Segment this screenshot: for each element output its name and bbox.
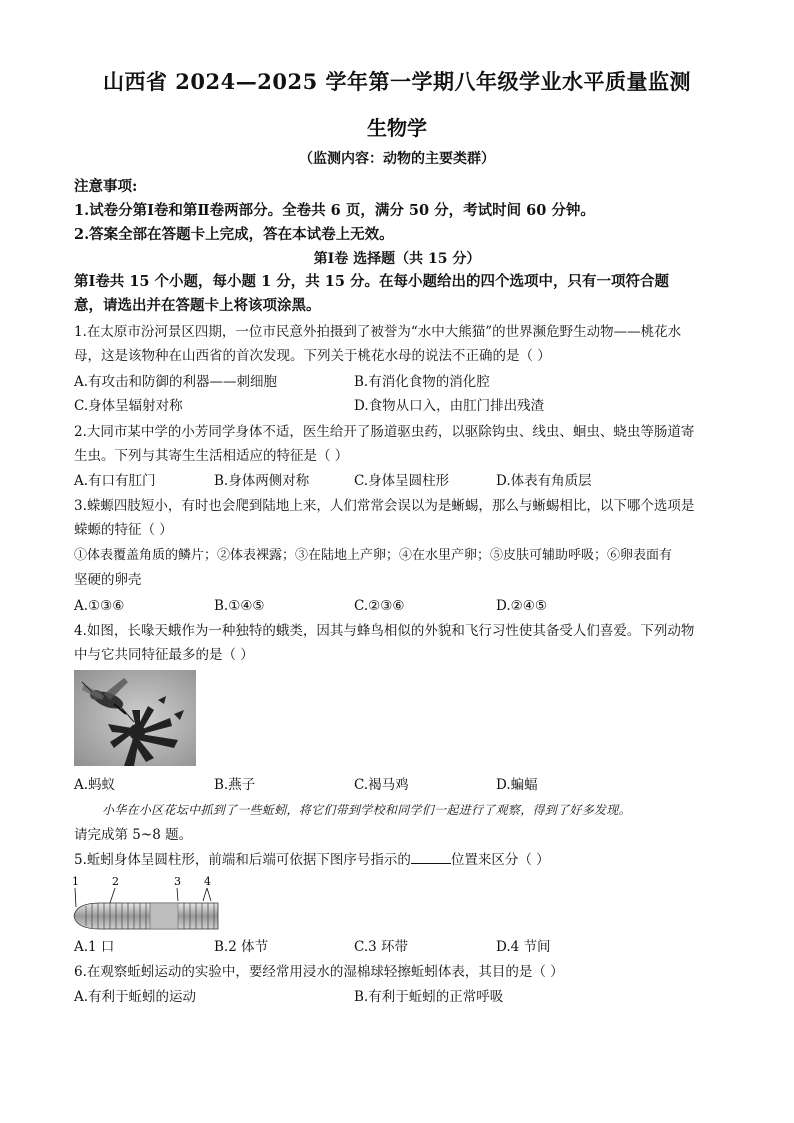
q6-stem: 6.在观察蚯蚓运动的实验中，要经常用浸水的湿棉球轻擦蚯蚓体表，其目的是（ ） bbox=[74, 964, 564, 980]
q5-blank bbox=[411, 851, 451, 864]
q5-stem-part-1: 5.蚯蚓身体呈圆柱形，前端和后端可依据下图序号指示的 bbox=[74, 852, 411, 868]
section-1-instruction-line-1: 第Ⅰ卷共 15 个小题，每小题 1 分，共 15 分。在每小题给出的四个选项中，只有一项符合题 bbox=[74, 273, 670, 290]
q1-stem-line-1: 1.在太原市汾河景区四期，一位市民意外拍摄到了被誉为“水中大熊猫”的世界濒危野生动物——桃花水 bbox=[74, 324, 682, 340]
section-1-instruction-line-2: 意，请选出并在答题卡上将该项涂黑。 bbox=[74, 297, 321, 314]
q2-option-b: B.身体两侧对称 bbox=[214, 473, 310, 489]
q1-stem-line-2: 母，这是该物种在山西省的首次发现。下列关于桃花水母的说法不正确的是（ ） bbox=[74, 348, 551, 364]
section-1-title: 第Ⅰ卷 选择题（共 15 分） bbox=[313, 251, 481, 267]
q5-option-a: A.1 口 bbox=[74, 939, 115, 955]
label-3: 3 bbox=[174, 875, 181, 888]
note-2: 2.答案全部在答题卡上完成，答在本试卷上无效。 bbox=[74, 226, 394, 243]
q4-stem-line-1: 4.如图，长喙天蛾作为一种独特的蛾类，因其与蜂鸟相似的外貌和飞行习性使其备受人们喜爱。下列动物 bbox=[74, 623, 695, 639]
exam-title: 山西省 2024—2025 学年第一学期八年级学业水平质量监测 bbox=[102, 69, 691, 94]
subject-title: 生物学 bbox=[367, 116, 427, 140]
q4-option-d: D.蝙蝠 bbox=[496, 777, 538, 793]
q3-statements-line-2: 坚硬的卵壳 bbox=[74, 572, 142, 588]
note-1: 1.试卷分第Ⅰ卷和第Ⅱ卷两部分。全卷共 6 页，满分 50 分，考试时间 60 分钟。 bbox=[74, 202, 595, 219]
q1-option-a: A.有攻击和防御的利器——刺细胞 bbox=[74, 374, 278, 390]
q5-stem bbox=[74, 851, 550, 869]
q3-stem-line-2: 蝾螈的特征（ ） bbox=[74, 522, 173, 538]
q6-option-b: B.有利于蚯蚓的正常呼吸 bbox=[354, 989, 504, 1005]
label-4: 4 bbox=[204, 875, 211, 888]
q4-stem-line-2: 中与它共同特征最多的是（ ） bbox=[74, 647, 254, 663]
q4-option-b: B.燕子 bbox=[214, 777, 256, 793]
q5-option-b: B.2 体节 bbox=[214, 939, 269, 955]
hawk-moth-photo bbox=[74, 670, 196, 766]
q3-option-a: A.①③⑥ bbox=[74, 598, 125, 614]
q3-option-b: B.①④⑤ bbox=[214, 598, 265, 614]
q3-statements-line-1: ①体表覆盖角质的鳞片；②体表裸露；③在陆地上产卵；④在水里产卵；⑤皮肤可辅助呼吸；⑥卵表面有 bbox=[74, 548, 673, 563]
q3-stem-line-1: 3.蝾螈四肢短小，有时也会爬到陆地上来，人们常常会误以为是蜥蜴，那么与蜥蜴相比，以下哪个选项是 bbox=[74, 498, 695, 514]
q3-option-c: C.②③⑥ bbox=[354, 598, 405, 614]
q5-option-d: D.4 节间 bbox=[496, 939, 551, 955]
q1-option-b: B.有消化食物的消化腔 bbox=[354, 374, 490, 390]
q2-option-d: D.体表有角质层 bbox=[496, 473, 592, 489]
q6-option-a: A.有利于蚯蚓的运动 bbox=[74, 989, 197, 1005]
label-2: 2 bbox=[112, 875, 119, 888]
q3-option-d: D.②④⑤ bbox=[496, 598, 547, 614]
passage-line-2: 请完成第 5~8 题。 bbox=[74, 827, 193, 843]
q2-option-a: A.有口有肛门 bbox=[74, 473, 156, 489]
q5-stem-part-2: 位置来区分（ ） bbox=[450, 852, 550, 868]
q4-option-c: C.褐马鸡 bbox=[354, 777, 409, 793]
q4-option-a: A.蚂蚁 bbox=[74, 777, 116, 793]
label-1: 1 bbox=[72, 875, 79, 888]
q1-option-c: C.身体呈辐射对称 bbox=[74, 398, 183, 414]
q5-option-c: C.3 环带 bbox=[354, 939, 409, 955]
notes-heading: 注意事项: bbox=[74, 178, 138, 195]
exam-scope: （监测内容：动物的主要类群） bbox=[299, 151, 495, 167]
passage-line-1: 小华在小区花坛中抓到了一些蚯蚓，将它们带到学校和同学们一起进行了观察，得到了好多发现。 bbox=[102, 803, 631, 817]
q2-option-c: C.身体呈圆柱形 bbox=[354, 473, 450, 489]
q2-stem-line-2: 生虫。下列与其寄生生活相适应的特征是（ ） bbox=[74, 448, 349, 464]
q1-option-d: D.食物从口入，由肛门排出残渣 bbox=[354, 398, 545, 414]
q2-stem-line-1: 2.大同市某中学的小芳同学身体不适，医生给开了肠道驱虫药，以驱除钩虫、线虫、蛔虫、蛲虫等肠道寄 bbox=[74, 424, 695, 440]
earthworm-diagram bbox=[70, 873, 230, 933]
